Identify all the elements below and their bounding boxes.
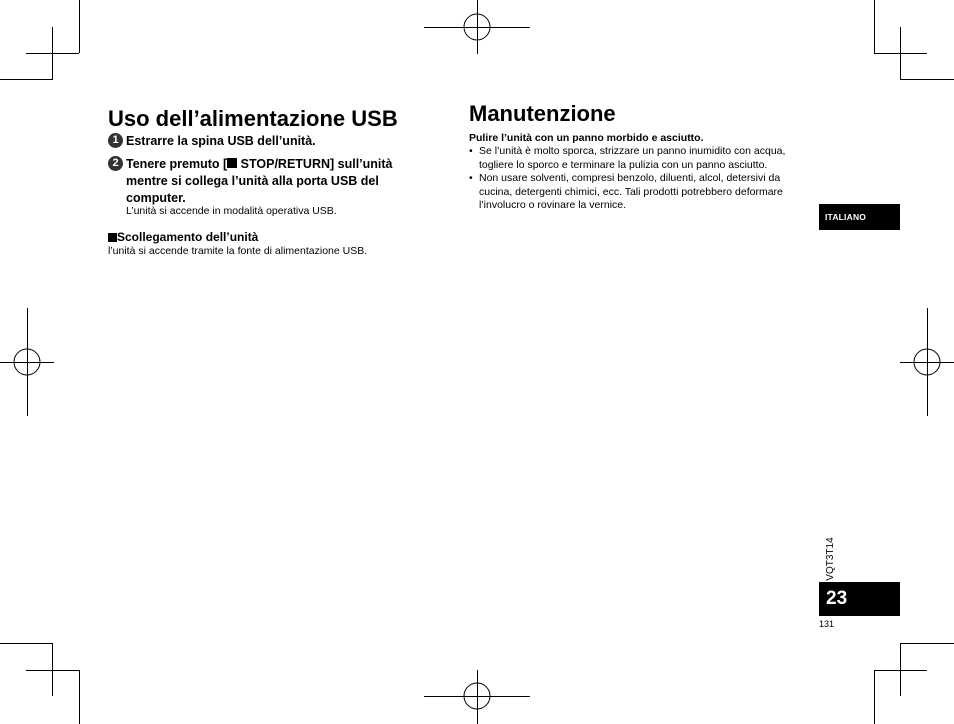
step-2-note: L’unità si accende in modalità operativa USB. (126, 205, 337, 217)
maintenance-lead: Pulire l’unità con un panno morbido e asciutto. (469, 132, 704, 144)
disconnect-text: l’unità si accende tramite la fonte di alimentazione USB. (108, 245, 368, 257)
language-tab: ITALIANO (819, 204, 900, 230)
bullet-icon: • (469, 145, 473, 157)
document-id: VQT3T14 (825, 537, 836, 581)
maintenance-title: Manutenzione (469, 101, 616, 126)
step-number-icon: 2 (108, 156, 123, 171)
page-number: 131 (819, 619, 835, 629)
step-2-text-end: STOP/RETURN] sull’unità mentre si collega l’unità alla porta USB del computer. (126, 157, 393, 205)
maintenance-list (469, 145, 814, 213)
step-2-text-start: Tenere premuto [ (126, 157, 228, 171)
step-number-icon: 1 (108, 133, 123, 148)
bullet-icon: • (469, 172, 473, 184)
usb-power-title: Uso dell’alimentazione USB (108, 106, 398, 131)
stop-square-icon (227, 158, 237, 168)
disconnect-subheading-text: Scollegamento dell’unità (117, 230, 259, 244)
step-2 (108, 156, 428, 207)
page-tab: 23 (819, 582, 900, 616)
list-item: • Se l’unità è molto sporca, strizzare un panno inumidito con acqua, togliere lo sporco e terminare la pulizia con un panno asciutto. (469, 145, 786, 171)
step-2-text (126, 156, 428, 207)
square-stop-icon (108, 233, 117, 242)
step-1-text: Estrarre la spina USB dell’unità. (126, 134, 316, 148)
list-item: • Non usare solventi, compresi benzolo, diluenti, alcol, detersivi da cucina, detergenti chimici, ecc. Tali prodotti potrebbero deformare l’involucro o rovinare la vernice. (469, 172, 783, 211)
step-1 (108, 133, 316, 150)
disconnect-subheading (108, 230, 258, 244)
